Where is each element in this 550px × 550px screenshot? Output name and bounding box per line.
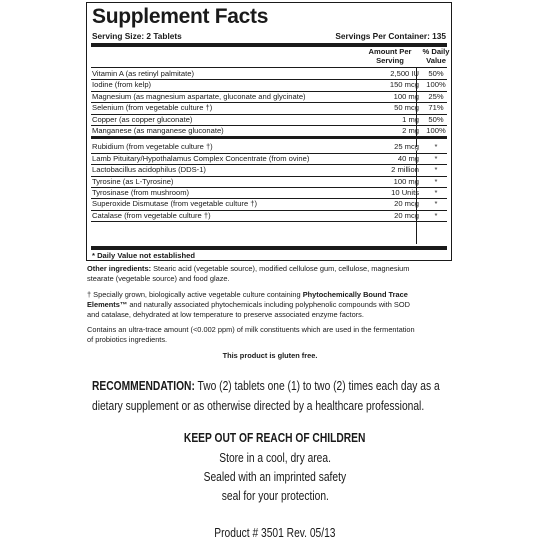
nutrient-name: Copper (as copper gluconate) bbox=[92, 114, 193, 124]
servings-per-container: Servings Per Container: 135 bbox=[335, 31, 446, 41]
nutrient-daily-value: 50% bbox=[428, 114, 444, 124]
recommendation-line2: dietary supplement or as otherwise directed by a healthcare professional. bbox=[92, 399, 425, 413]
nutrient-amount: 100 mg bbox=[393, 176, 419, 186]
nutrient-name: Catalase (from vegetable culture †) bbox=[92, 210, 211, 220]
storage-line1-text: Store in a cool, dry area. bbox=[219, 451, 331, 465]
nutrient-name: Vitamin A (as retinyl palmitate) bbox=[92, 69, 194, 78]
culture-line3: and catalase, dehydrated at low temperature to preserve associated enzyme factors. bbox=[87, 310, 364, 319]
other-ingredients-line2: stearate (vegetable source) and food glaze. bbox=[87, 274, 230, 283]
recommendation bbox=[92, 377, 440, 395]
nutrient-daily-value: * bbox=[434, 153, 438, 163]
milk-line1: Contains an ultra-trace amount (<0.002 ppm) of milk constituents which are used in the fermentation bbox=[87, 325, 415, 334]
nutrient-daily-value: 25% bbox=[428, 91, 444, 101]
nutrient-daily-value: * bbox=[434, 199, 438, 209]
nutrient-name: Manganese (as manganese gluconate) bbox=[92, 126, 224, 135]
nutrient-name: Tyrosinase (from mushroom) bbox=[92, 188, 190, 197]
storage-line1 bbox=[0, 449, 550, 467]
product-number bbox=[0, 524, 550, 542]
culture-note bbox=[87, 290, 457, 320]
nutrient-amount: 1 mg bbox=[402, 114, 419, 124]
warning-title bbox=[0, 429, 550, 447]
nutrient-amount: 2 mg bbox=[402, 126, 419, 135]
culture-bold2: Elements™ bbox=[87, 300, 128, 309]
nutrient-amount: 40 mg bbox=[397, 153, 419, 163]
recommendation-line1: Two (2) tablets one (1) to two (2) times each day as a bbox=[194, 379, 440, 393]
other-ingredients bbox=[87, 264, 457, 284]
milk-line2: of probiotics ingredients. bbox=[87, 335, 168, 344]
storage-line3-text: seal for your protection. bbox=[221, 489, 329, 503]
nutrient-daily-value: 71% bbox=[428, 103, 444, 113]
nutrient-amount: 20 mcg bbox=[394, 210, 419, 220]
gluten-free-note: This product is gluten free. bbox=[222, 351, 318, 360]
amount-header-line2: Serving bbox=[376, 56, 404, 65]
recommendation-label: RECOMMENDATION: bbox=[92, 379, 195, 393]
bottom-thick-divider bbox=[91, 246, 447, 250]
storage-line3 bbox=[0, 487, 550, 505]
nutrient-daily-value: * bbox=[434, 188, 438, 197]
nutrient-amount: 20 mcg bbox=[394, 199, 419, 209]
nutrient-amount: 25 mcg bbox=[394, 142, 419, 152]
nutrient-daily-value: * bbox=[434, 142, 438, 152]
culture-bold1: Phytochemically Bound Trace bbox=[302, 290, 408, 299]
panel-title: Supplement Facts bbox=[92, 5, 269, 28]
nutrient-name: Rubidium (from vegetable culture †) bbox=[92, 142, 213, 152]
nutrient-amount: 150 mcg bbox=[389, 80, 419, 90]
nutrient-name: Superoxide Dismutase (from vegetable culture †) bbox=[92, 199, 258, 209]
nutrient-name: Tyrosine (as L-Tyrosine) bbox=[92, 176, 174, 186]
amount-header bbox=[361, 47, 419, 65]
nutrient-amount: 2,500 IU bbox=[390, 69, 419, 78]
nutrient-daily-value: 50% bbox=[428, 69, 444, 78]
dv-header-line1: % Daily bbox=[422, 47, 450, 56]
nutrient-name: Selenium (from vegetable culture †) bbox=[92, 103, 213, 113]
milk-note bbox=[87, 325, 457, 345]
nutrient-amount: 50 mcg bbox=[394, 103, 419, 113]
dv-header bbox=[421, 47, 451, 65]
table-row bbox=[91, 125, 447, 139]
nutrient-name: Iodine (from kelp) bbox=[92, 80, 152, 90]
warning-title-text: KEEP OUT OF REACH OF CHILDREN bbox=[184, 431, 366, 445]
storage-line2 bbox=[0, 468, 550, 486]
storage-line2-text: Sealed with an imprinted safety bbox=[203, 470, 347, 484]
nutrient-daily-value: 100% bbox=[426, 80, 446, 90]
nutrient-amount: 10 Units bbox=[391, 188, 419, 197]
amount-header-line1: Amount Per bbox=[368, 47, 412, 56]
other-ingredients-line1: Stearic acid (vegetable source), modified cellulose gum, cellulose, magnesium bbox=[151, 264, 410, 273]
nutrient-name: Magnesium (as magnesium aspartate, gluconate and glycinate) bbox=[92, 91, 306, 101]
nutrient-daily-value: * bbox=[434, 165, 438, 175]
nutrient-daily-value: 100% bbox=[426, 126, 446, 135]
other-ingredients-label: Other ingredients: bbox=[87, 264, 152, 273]
table-row bbox=[91, 210, 447, 222]
nutrient-name: Lamb Pituitary/Hypothalamus Complex Concentrate (from ovine) bbox=[92, 153, 310, 163]
culture-line2: and naturally associated phytochemicals including polyphenolic compounds with SOD bbox=[127, 300, 410, 309]
supplement-facts-panel bbox=[86, 2, 452, 261]
nutrient-amount: 100 mg bbox=[393, 91, 419, 101]
dv-header-line2: Value bbox=[426, 56, 446, 65]
daily-value-footnote: * Daily Value not established bbox=[92, 251, 195, 260]
serving-info bbox=[92, 31, 446, 42]
product-number-text: Product # 3501 Rev. 05/13 bbox=[214, 526, 336, 540]
serving-size: Serving Size: 2 Tablets bbox=[92, 31, 182, 41]
nutrient-daily-value: * bbox=[434, 176, 438, 186]
culture-line1: † Specially grown, biologically active vegetable culture containing bbox=[87, 290, 303, 299]
nutrient-daily-value: * bbox=[434, 210, 438, 220]
nutrient-name: Lactobacillus acidophilus (DDS-1) bbox=[92, 165, 206, 175]
nutrient-amount: 2 million bbox=[391, 165, 419, 175]
